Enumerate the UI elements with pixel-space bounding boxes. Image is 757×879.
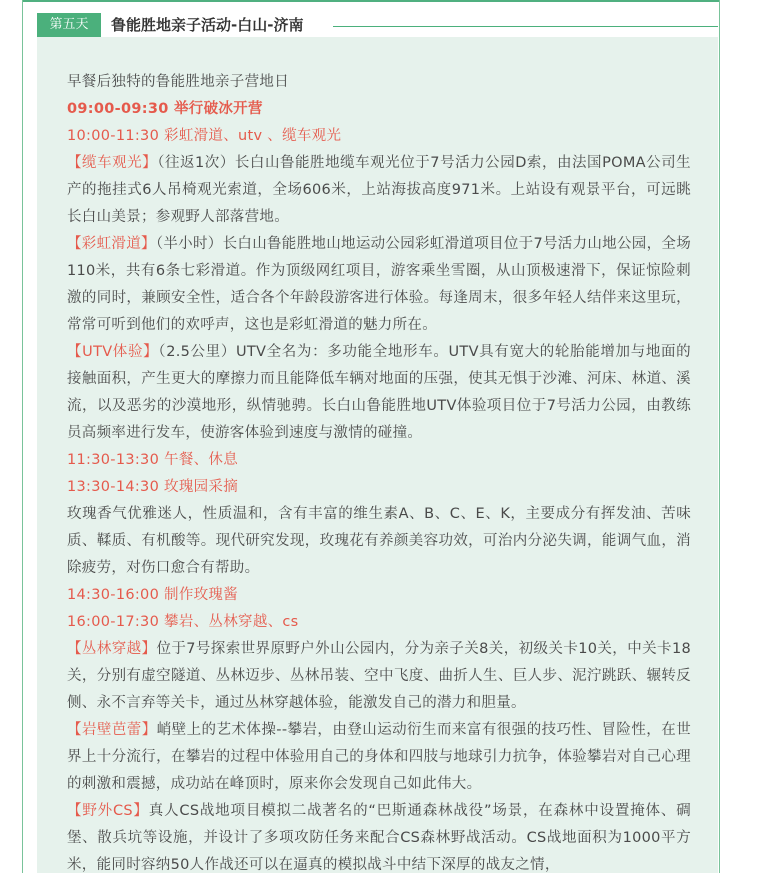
schedule-item: 10:00-11:30 彩虹滑道、utv 、缆车观光 <box>67 128 342 144</box>
schedule-item: 14:30-16:00 制作玫瑰酱 <box>67 587 239 603</box>
intro-line: 早餐后独特的鲁能胜地亲子营地日 <box>67 74 289 90</box>
activity-paragraph <box>67 717 691 798</box>
activity-description: 位于7号探索世界原野户外山公园内，分为亲子关8关，初级关卡10关，中关卡18关，分别有虚空隧道、丛林迈步、丛林吊装、空中飞度、曲折人生、巨人步、泥泞跳跃、辗转反侧、永不言弃等关卡，通过丛林穿越体验，能激发自己的潜力和胆量。 <box>67 641 691 711</box>
activity-tag: 【丛林穿越】 <box>67 641 157 657</box>
top-border <box>23 0 719 2</box>
title-divider <box>333 26 718 27</box>
schedule-item: 16:00-17:30 攀岩、丛林穿越、cs <box>67 614 299 630</box>
activity-paragraph <box>67 339 691 447</box>
activity-tag: 【缆车观光】 <box>67 155 158 171</box>
schedule-item: 13:30-14:30 玫瑰园采摘 <box>67 479 239 495</box>
itinerary-content <box>37 37 718 873</box>
day-title: 鲁能胜地亲子活动-白山-济南 <box>111 16 304 34</box>
itinerary-text <box>67 69 691 879</box>
day-badge: 第五天 <box>37 13 101 37</box>
activity-description: 峭壁上的艺术体操--攀岩，由登山运动衍生而来富有很强的技巧性、冒险性，在世界上十分流行，在攀岩的过程中体验用自己的身体和四肢与地球引力抗争，体验攀岩对自己心理的刺激和震撼，成功站在峰顶时，原来你会发现自己如此伟大。 <box>67 722 691 792</box>
activity-description: （半小时）长白山鲁能胜地山地运动公园彩虹滑道项目位于7号活力山地公园，全场110米，共有6条七彩滑道。作为顶级网红项目，游客乘坐雪圈，从山顶极速滑下，保证惊险刺激的同时，兼顾安全性，适合各个年龄段游客进行体验。每逢周末，很多年轻人结伴来这里玩，常常可听到他们的欢呼声，这也是彩虹滑道的魅力所在。 <box>67 236 691 333</box>
activity-paragraph <box>67 150 691 231</box>
activity-paragraph <box>67 798 691 879</box>
activity-description: （往返1次）长白山鲁能胜地缆车观光位于7号活力公园D索，由法国POMA公司生产的拖挂式6人吊椅观光索道，全场606米，上站海拔高度971米。上站设有观景平台，可远眺长白山美景；参观野人部落营地。 <box>67 155 691 225</box>
activity-description: （2.5公里）UTV全名为：多功能全地形车。UTV具有宽大的轮胎能增加与地面的接触面积，产生更大的摩擦力而且能降低车辆对地面的压强，使其无惧于沙滩、河床、林道、溪流，以及恶劣的沙漠地形，纵情驰骋。长白山鲁能胜地UTV体验项目位于7号活力公园，由教练员高频率进行发车，使游客体验到速度与激情的碰撞。 <box>67 344 691 441</box>
activity-tag: 【岩壁芭蕾】 <box>67 722 157 738</box>
activity-tag: 【UTV体验】 <box>67 344 159 360</box>
schedule-item: 11:30-13:30 午餐、休息 <box>67 452 239 468</box>
activity-tag: 【彩虹滑道】 <box>67 236 156 252</box>
activity-description: 玫瑰香气优雅迷人，性质温和，含有丰富的维生素A、B、C、E、K，主要成分有挥发油、苦味质、鞣质、有机酸等。现代研究发现，玫瑰花有养颜美容功效，可治内分泌失调，能调气血，消除疲劳，对伤口愈合有帮助。 <box>67 506 691 576</box>
schedule-item: 09:00-09:30 举行破冰开营 <box>67 101 263 117</box>
activity-paragraph <box>67 636 691 717</box>
activity-tag: 【野外CS】 <box>67 803 149 819</box>
day-header <box>37 13 718 37</box>
activity-paragraph <box>67 231 691 339</box>
activity-description: 真人CS战地项目模拟二战著名的“巴斯通森林战役”场景，在森林中设置掩体、碉堡、散兵坑等设施，并设计了多项攻防任务来配合CS森林野战活动。CS战地面积为1000平方米，能同时容纳50人作战还可以在逼真的模拟战斗中结下深厚的战友之情， <box>67 803 691 873</box>
